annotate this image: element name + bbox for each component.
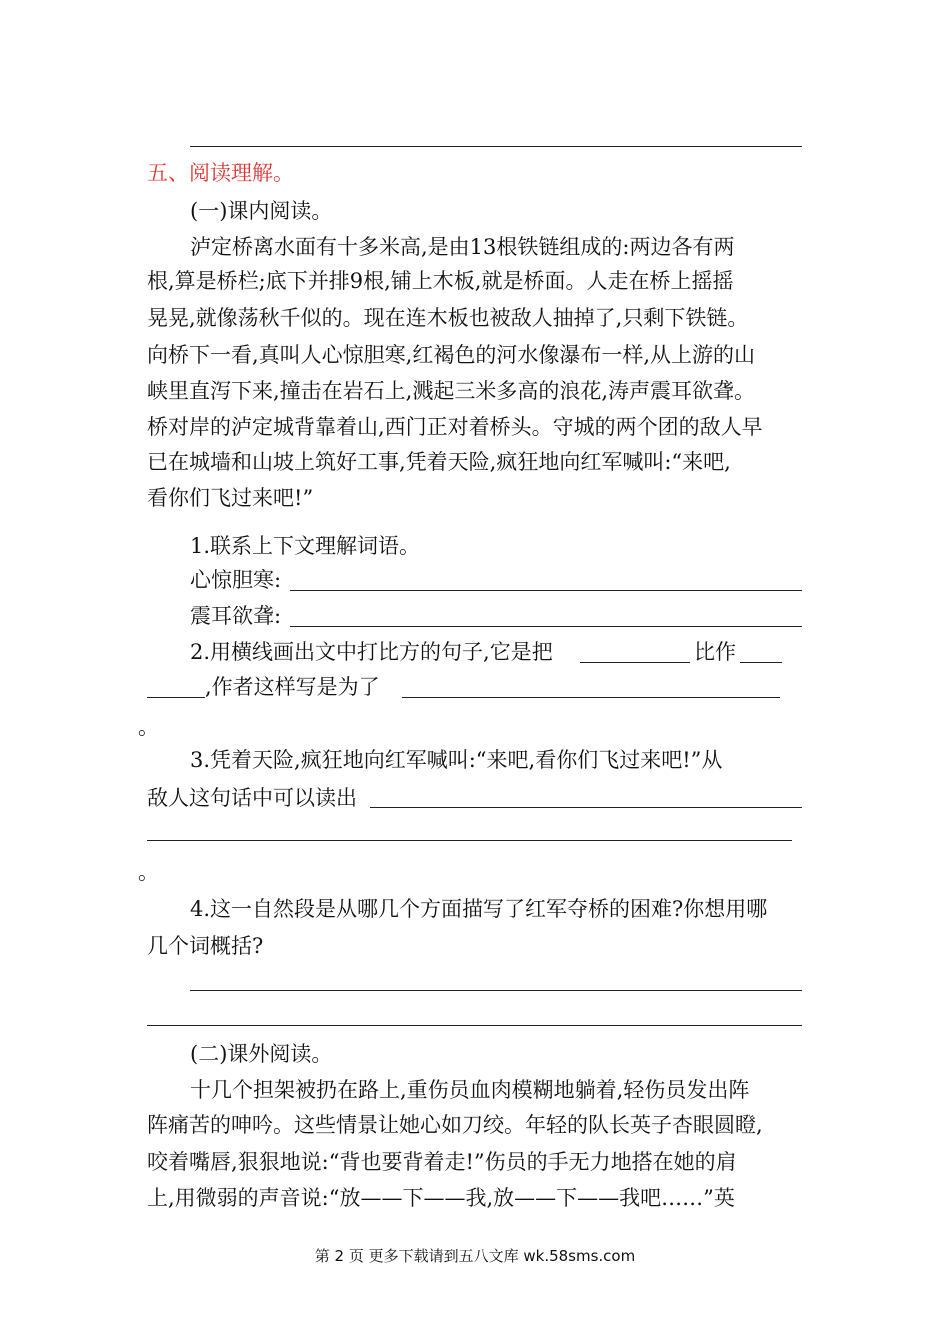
- section-heading: 五、阅读理解。: [147, 161, 294, 185]
- answer-line-q4-1[interactable]: [190, 990, 802, 991]
- answer-line-q1-word2[interactable]: [290, 626, 802, 627]
- answer-line-q2-c[interactable]: [402, 697, 780, 698]
- word-zhenerryulong: 震耳欲聋:: [190, 604, 282, 628]
- passage-line: 晃晃,就像荡秋千似的。现在连木板也被敌人抽掉了,只剩下铁链。: [147, 306, 749, 330]
- passage-line: 已在城墙和山坡上筑好工事,凭着天险,疯狂地向红军喊叫:“来吧,: [147, 450, 731, 474]
- part1-title: (一)课内阅读。: [190, 199, 333, 223]
- passage2-line: 十几个担架被扔在路上,重伤员血肉模糊地躺着,轻伤员发出阵: [190, 1078, 750, 1102]
- answer-line-q4-2[interactable]: [147, 1025, 802, 1026]
- passage-line: 看你们飞过来吧!”: [147, 486, 314, 510]
- answer-line-q3-2[interactable]: [147, 840, 792, 841]
- passage-line: 泸定桥离水面有十多米高,是由13根铁链组成的:两边各有两: [190, 235, 735, 259]
- question-3-line2: 敌人这句话中可以读出: [147, 786, 357, 810]
- answer-blank-q2-b[interactable]: [740, 662, 782, 663]
- answer-line-q1-word1[interactable]: [290, 590, 802, 591]
- question-2-end: 。: [138, 715, 159, 739]
- question-1: 1.联系上下文理解词语。: [190, 534, 421, 558]
- word-xinjingdanhan: 心惊胆寒:: [190, 568, 282, 592]
- answer-line-q3-1[interactable]: [370, 807, 802, 808]
- question-3-line1: 3.凭着天险,疯狂地向红军喊叫:“来吧,看你们飞过来吧!”从: [190, 748, 723, 772]
- passage-line: 峡里直泻下来,撞击在岩石上,溅起三米多高的浪花,涛声震耳欲聋。: [147, 379, 756, 403]
- question-2-part-b: 比作: [694, 640, 736, 664]
- passage-line: 根,算是桥栏;底下并排9根,铺上木板,就是桥面。人走在桥上摇摇: [147, 269, 734, 293]
- part2-title: (二)课外阅读。: [190, 1042, 333, 1066]
- passage-line: 向桥下一看,真叫人心惊胆寒,红褐色的河水像瀑布一样,从上游的山: [147, 343, 756, 367]
- page-footer: 第 2 页 更多下载请到五八文库 wk.58sms.com: [314, 1247, 636, 1265]
- question-2-part-a: 2.用横线画出文中打比方的句子,它是把: [190, 640, 553, 664]
- answer-blank-q2-b-cont[interactable]: [147, 697, 205, 698]
- answer-line-top: [190, 146, 802, 147]
- passage2-line: 咬着嘴唇,狠狠地说:“背也要背着走!”伤员的手无力地搭在她的肩: [147, 1150, 737, 1174]
- passage2-line: 上,用微弱的声音说:“放——下——我,放——下——我吧……”英: [147, 1186, 735, 1210]
- question-2-part-c: ,作者这样写是为了: [205, 675, 380, 699]
- passage2-line: 阵痛苦的呻吟。这些情景让她心如刀绞。年轻的队长英子杏眼圆瞪,: [147, 1113, 763, 1137]
- passage-line: 桥对岸的泸定城背靠着山,西门正对着桥头。守城的两个团的敌人早: [147, 415, 763, 439]
- question-4-line2: 几个词概括?: [147, 934, 264, 958]
- answer-blank-q2-a[interactable]: [580, 662, 690, 663]
- question-3-end: 。: [138, 860, 159, 884]
- question-4-line1: 4.这一自然段是从哪几个方面描写了红军夺桥的困难?你想用哪: [190, 897, 768, 921]
